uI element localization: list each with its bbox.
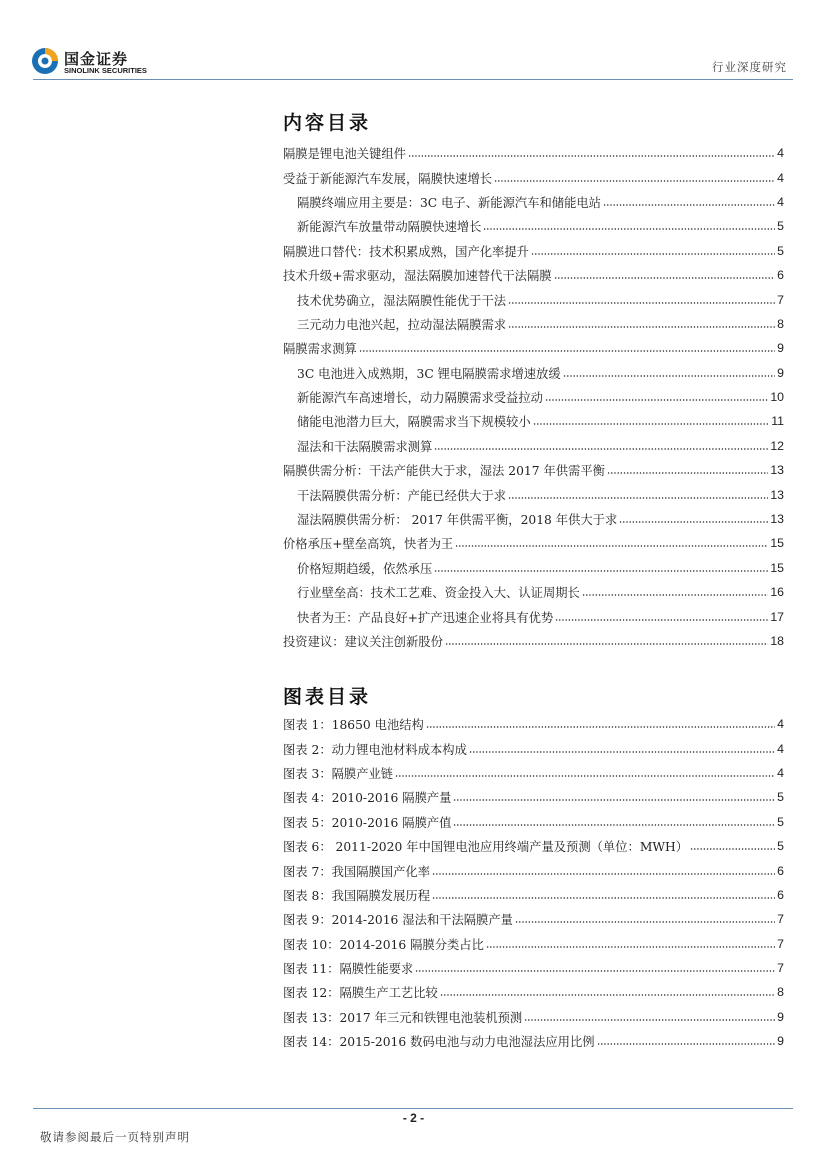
dot-leader bbox=[453, 824, 775, 826]
contents-entry[interactable] bbox=[283, 165, 784, 189]
figures-entry-label: 图表 7：我国隔膜国产化率 bbox=[283, 864, 430, 879]
contents-entry-label: 湿法和干法隔膜需求测算 bbox=[297, 439, 433, 454]
contents-entry-label: 技术升级+需求驱动，湿法隔膜加速替代干法隔膜 bbox=[283, 269, 552, 284]
disclaimer-note: 敬请参阅最后一页特别声明 bbox=[40, 1130, 190, 1144]
contents-entry-page: 16 bbox=[770, 585, 784, 600]
contents-entry-page: 9 bbox=[777, 341, 784, 356]
figures-entry-label: 图表 6： 2011-2020 年中国锂电池应用终端产量及预测（单位：MWH） bbox=[283, 840, 689, 855]
dot-leader bbox=[486, 946, 775, 948]
dot-leader bbox=[395, 775, 775, 777]
figures-entry-label: 图表 1：18650 电池结构 bbox=[283, 718, 424, 733]
figures-entry-label: 图表 4：2010-2016 隔膜产量 bbox=[283, 791, 452, 806]
contents-list bbox=[283, 141, 784, 653]
contents-entry-label: 三元动力电池兴起，拉动湿法隔膜需求 bbox=[297, 317, 507, 332]
dot-leader bbox=[515, 921, 775, 923]
figures-entry[interactable] bbox=[283, 834, 784, 858]
dot-leader bbox=[434, 448, 768, 450]
dot-leader bbox=[508, 326, 775, 328]
figures-entry-label: 图表 11：隔膜性能要求 bbox=[283, 962, 414, 977]
contents-entry[interactable] bbox=[283, 336, 784, 360]
dot-leader bbox=[359, 350, 775, 352]
figures-entry-page: 9 bbox=[777, 1034, 784, 1049]
figures-entry[interactable] bbox=[283, 883, 784, 907]
figures-entry[interactable] bbox=[283, 1029, 784, 1053]
contents-entry-label: 湿法隔膜供需分析： 2017 年供需平衡，2018 年供大于求 bbox=[297, 513, 618, 528]
figures-entry-label: 图表 9：2014-2016 湿法和干法隔膜产量 bbox=[283, 913, 513, 928]
dot-leader bbox=[494, 180, 775, 182]
dot-leader bbox=[483, 228, 775, 230]
dot-leader bbox=[603, 204, 775, 206]
contents-entry-page: 15 bbox=[770, 560, 784, 575]
contents-entry[interactable] bbox=[283, 531, 784, 555]
contents-entry-page: 11 bbox=[771, 414, 784, 429]
dot-leader bbox=[415, 970, 775, 972]
dot-leader bbox=[545, 399, 768, 401]
figures-entry[interactable] bbox=[283, 1005, 784, 1029]
contents-entry[interactable] bbox=[283, 287, 784, 311]
figures-entry-label: 图表 3：隔膜产业链 bbox=[283, 766, 394, 781]
dot-leader bbox=[445, 643, 768, 645]
figures-entry-label: 图表 10：2014-2016 隔膜分类占比 bbox=[283, 937, 484, 952]
contents-entry[interactable] bbox=[283, 214, 784, 238]
contents-entry[interactable] bbox=[283, 361, 784, 385]
dot-leader bbox=[554, 277, 776, 279]
contents-entry-label: 受益于新能源汽车发展，隔膜快速增长 bbox=[283, 171, 493, 186]
figures-title: 图表目录 bbox=[283, 686, 372, 708]
contents-entry-label: 投资建议：建议关注创新股份 bbox=[283, 635, 443, 649]
dot-leader bbox=[563, 375, 776, 377]
header-divider bbox=[33, 79, 793, 80]
contents-entry-label: 价格短期趋缓，依然承压 bbox=[297, 561, 433, 576]
contents-entry-label: 快者为王：产品良好+扩产迅速企业将具有优势 bbox=[297, 610, 554, 625]
contents-entry-label: 隔膜进口替代：技术积累成熟，国产化率提升 bbox=[283, 244, 529, 259]
figures-entry-page: 4 bbox=[777, 741, 784, 756]
dot-leader bbox=[597, 1043, 776, 1045]
figures-entry-label: 图表 14：2015-2016 数码电池与动力电池湿法应用比例 bbox=[283, 1035, 595, 1050]
contents-entry-page: 15 bbox=[770, 536, 784, 551]
contents-entry-label: 隔膜需求测算 bbox=[283, 342, 357, 357]
figures-entry[interactable] bbox=[283, 858, 784, 882]
dot-leader bbox=[531, 253, 775, 255]
contents-entry-page: 5 bbox=[777, 243, 784, 258]
dot-leader bbox=[434, 570, 768, 572]
dot-leader bbox=[690, 848, 775, 850]
contents-entry-page: 13 bbox=[770, 487, 784, 502]
figures-entry[interactable] bbox=[283, 932, 784, 956]
figures-entry[interactable] bbox=[283, 956, 784, 980]
contents-entry-page: 4 bbox=[777, 146, 784, 161]
figures-entry-label: 图表 13：2017 年三元和铁锂电池装机预测 bbox=[283, 1010, 523, 1025]
contents-entry-label: 隔膜终端应用主要是：3C 电子、新能源汽车和储能电站 bbox=[297, 195, 601, 210]
company-logo bbox=[30, 46, 160, 76]
dot-leader bbox=[432, 897, 775, 899]
contents-entry-label: 新能源汽车高速增长，动力隔膜需求受益拉动 bbox=[297, 391, 543, 406]
dot-leader bbox=[440, 994, 775, 996]
contents-entry[interactable] bbox=[283, 263, 784, 287]
figures-entry-label: 图表 2：动力锂电池材料成本构成 bbox=[283, 742, 467, 757]
dot-leader bbox=[408, 155, 775, 157]
figures-entry[interactable] bbox=[283, 736, 784, 760]
dot-leader bbox=[533, 423, 770, 425]
contents-entry[interactable] bbox=[283, 141, 784, 165]
contents-entry[interactable] bbox=[283, 385, 784, 409]
dot-leader bbox=[432, 873, 775, 875]
dot-leader bbox=[555, 619, 768, 621]
contents-entry-page: 6 bbox=[777, 268, 784, 283]
contents-entry-page: 4 bbox=[777, 194, 784, 209]
dot-leader bbox=[508, 497, 768, 499]
dot-leader bbox=[426, 726, 775, 728]
contents-entry[interactable] bbox=[283, 629, 784, 653]
logo-english-name: SINOLINK SECURITIES bbox=[64, 66, 147, 75]
figures-entry-page: 7 bbox=[777, 936, 784, 951]
contents-entry[interactable] bbox=[283, 556, 784, 580]
footer-divider bbox=[33, 1108, 793, 1109]
figures-entry-page: 5 bbox=[777, 814, 784, 829]
figures-entry-page: 4 bbox=[777, 765, 784, 780]
contents-entry-page: 7 bbox=[777, 292, 784, 307]
contents-title: 内容目录 bbox=[283, 112, 372, 134]
contents-entry[interactable] bbox=[283, 482, 784, 506]
contents-entry[interactable] bbox=[283, 312, 784, 336]
figures-entry[interactable] bbox=[283, 712, 784, 736]
figures-entry-label: 图表 8：我国隔膜发展历程 bbox=[283, 888, 430, 903]
figures-list bbox=[283, 712, 784, 1053]
figures-entry[interactable] bbox=[283, 761, 784, 785]
contents-entry[interactable] bbox=[283, 580, 784, 604]
contents-entry-label: 新能源汽车放量带动隔膜快速增长 bbox=[297, 220, 482, 235]
figures-entry[interactable] bbox=[283, 810, 784, 834]
figures-entry[interactable] bbox=[283, 785, 784, 809]
contents-entry-page: 13 bbox=[770, 463, 784, 478]
figures-entry-page: 5 bbox=[777, 839, 784, 854]
contents-entry-page: 12 bbox=[770, 438, 784, 453]
dot-leader bbox=[469, 751, 775, 753]
logo-chinese-name: 国金证券 bbox=[64, 50, 129, 68]
figures-entry[interactable] bbox=[283, 907, 784, 931]
dot-leader bbox=[607, 472, 768, 474]
page-header bbox=[0, 0, 827, 82]
figures-entry[interactable] bbox=[283, 980, 784, 1004]
contents-entry-label: 干法隔膜供需分析：产能已经供大于求 bbox=[297, 488, 507, 503]
dot-leader bbox=[455, 545, 768, 547]
report-type: 行业深度研究 bbox=[712, 60, 787, 74]
figures-entry-page: 6 bbox=[777, 887, 784, 902]
contents-entry-page: 17 bbox=[770, 609, 784, 624]
contents-entry[interactable] bbox=[283, 434, 784, 458]
contents-entry-page: 10 bbox=[770, 390, 784, 405]
sinolink-logo-icon bbox=[30, 46, 60, 76]
dot-leader bbox=[582, 594, 768, 596]
dot-leader bbox=[453, 799, 775, 801]
contents-entry-page: 18 bbox=[770, 634, 784, 648]
contents-entry[interactable] bbox=[283, 239, 784, 263]
contents-entry-label: 储能电池潜力巨大，隔膜需求当下规模较小 bbox=[297, 415, 531, 430]
contents-entry[interactable] bbox=[283, 458, 784, 482]
contents-entry-label: 技术优势确立，湿法隔膜性能优于干法 bbox=[297, 293, 507, 308]
figures-entry-page: 8 bbox=[777, 985, 784, 1000]
figures-entry-page: 5 bbox=[777, 790, 784, 805]
dot-leader bbox=[508, 302, 775, 304]
contents-entry-label: 3C 电池进入成熟期，3C 锂电隔膜需求增速放缓 bbox=[297, 366, 561, 381]
contents-entry-label: 隔膜供需分析：干法产能供大于求，湿法 2017 年供需平衡 bbox=[283, 464, 605, 479]
contents-entry-page: 5 bbox=[777, 219, 784, 234]
figures-entry-label: 图表 12：隔膜生产工艺比较 bbox=[283, 986, 438, 1001]
figures-entry-page: 6 bbox=[777, 863, 784, 878]
contents-entry[interactable] bbox=[283, 409, 784, 433]
contents-entry-label: 价格承压+壁垒高筑，快者为王 bbox=[283, 537, 454, 552]
figures-entry-label: 图表 5：2010-2016 隔膜产值 bbox=[283, 815, 452, 830]
contents-entry-page: 9 bbox=[777, 365, 784, 380]
dot-leader bbox=[619, 521, 768, 523]
page-number: - 2 - bbox=[402, 1111, 425, 1125]
contents-entry-label: 行业壁垒高：技术工艺难、资金投入大、认证周期长 bbox=[297, 586, 580, 601]
figures-entry-page: 7 bbox=[777, 961, 784, 976]
contents-entry-label: 隔膜是锂电池关键组件 bbox=[283, 147, 406, 162]
figures-entry-page: 9 bbox=[777, 1009, 784, 1024]
contents-entry[interactable] bbox=[283, 190, 784, 214]
dot-leader bbox=[524, 1019, 775, 1021]
contents-entry[interactable] bbox=[283, 604, 784, 628]
figures-entry-page: 4 bbox=[777, 717, 784, 732]
contents-entry-page: 4 bbox=[777, 170, 784, 185]
figures-entry-page: 7 bbox=[777, 912, 784, 927]
contents-entry-page: 13 bbox=[770, 512, 784, 527]
contents-entry-page: 8 bbox=[777, 316, 784, 331]
contents-entry[interactable] bbox=[283, 507, 784, 531]
